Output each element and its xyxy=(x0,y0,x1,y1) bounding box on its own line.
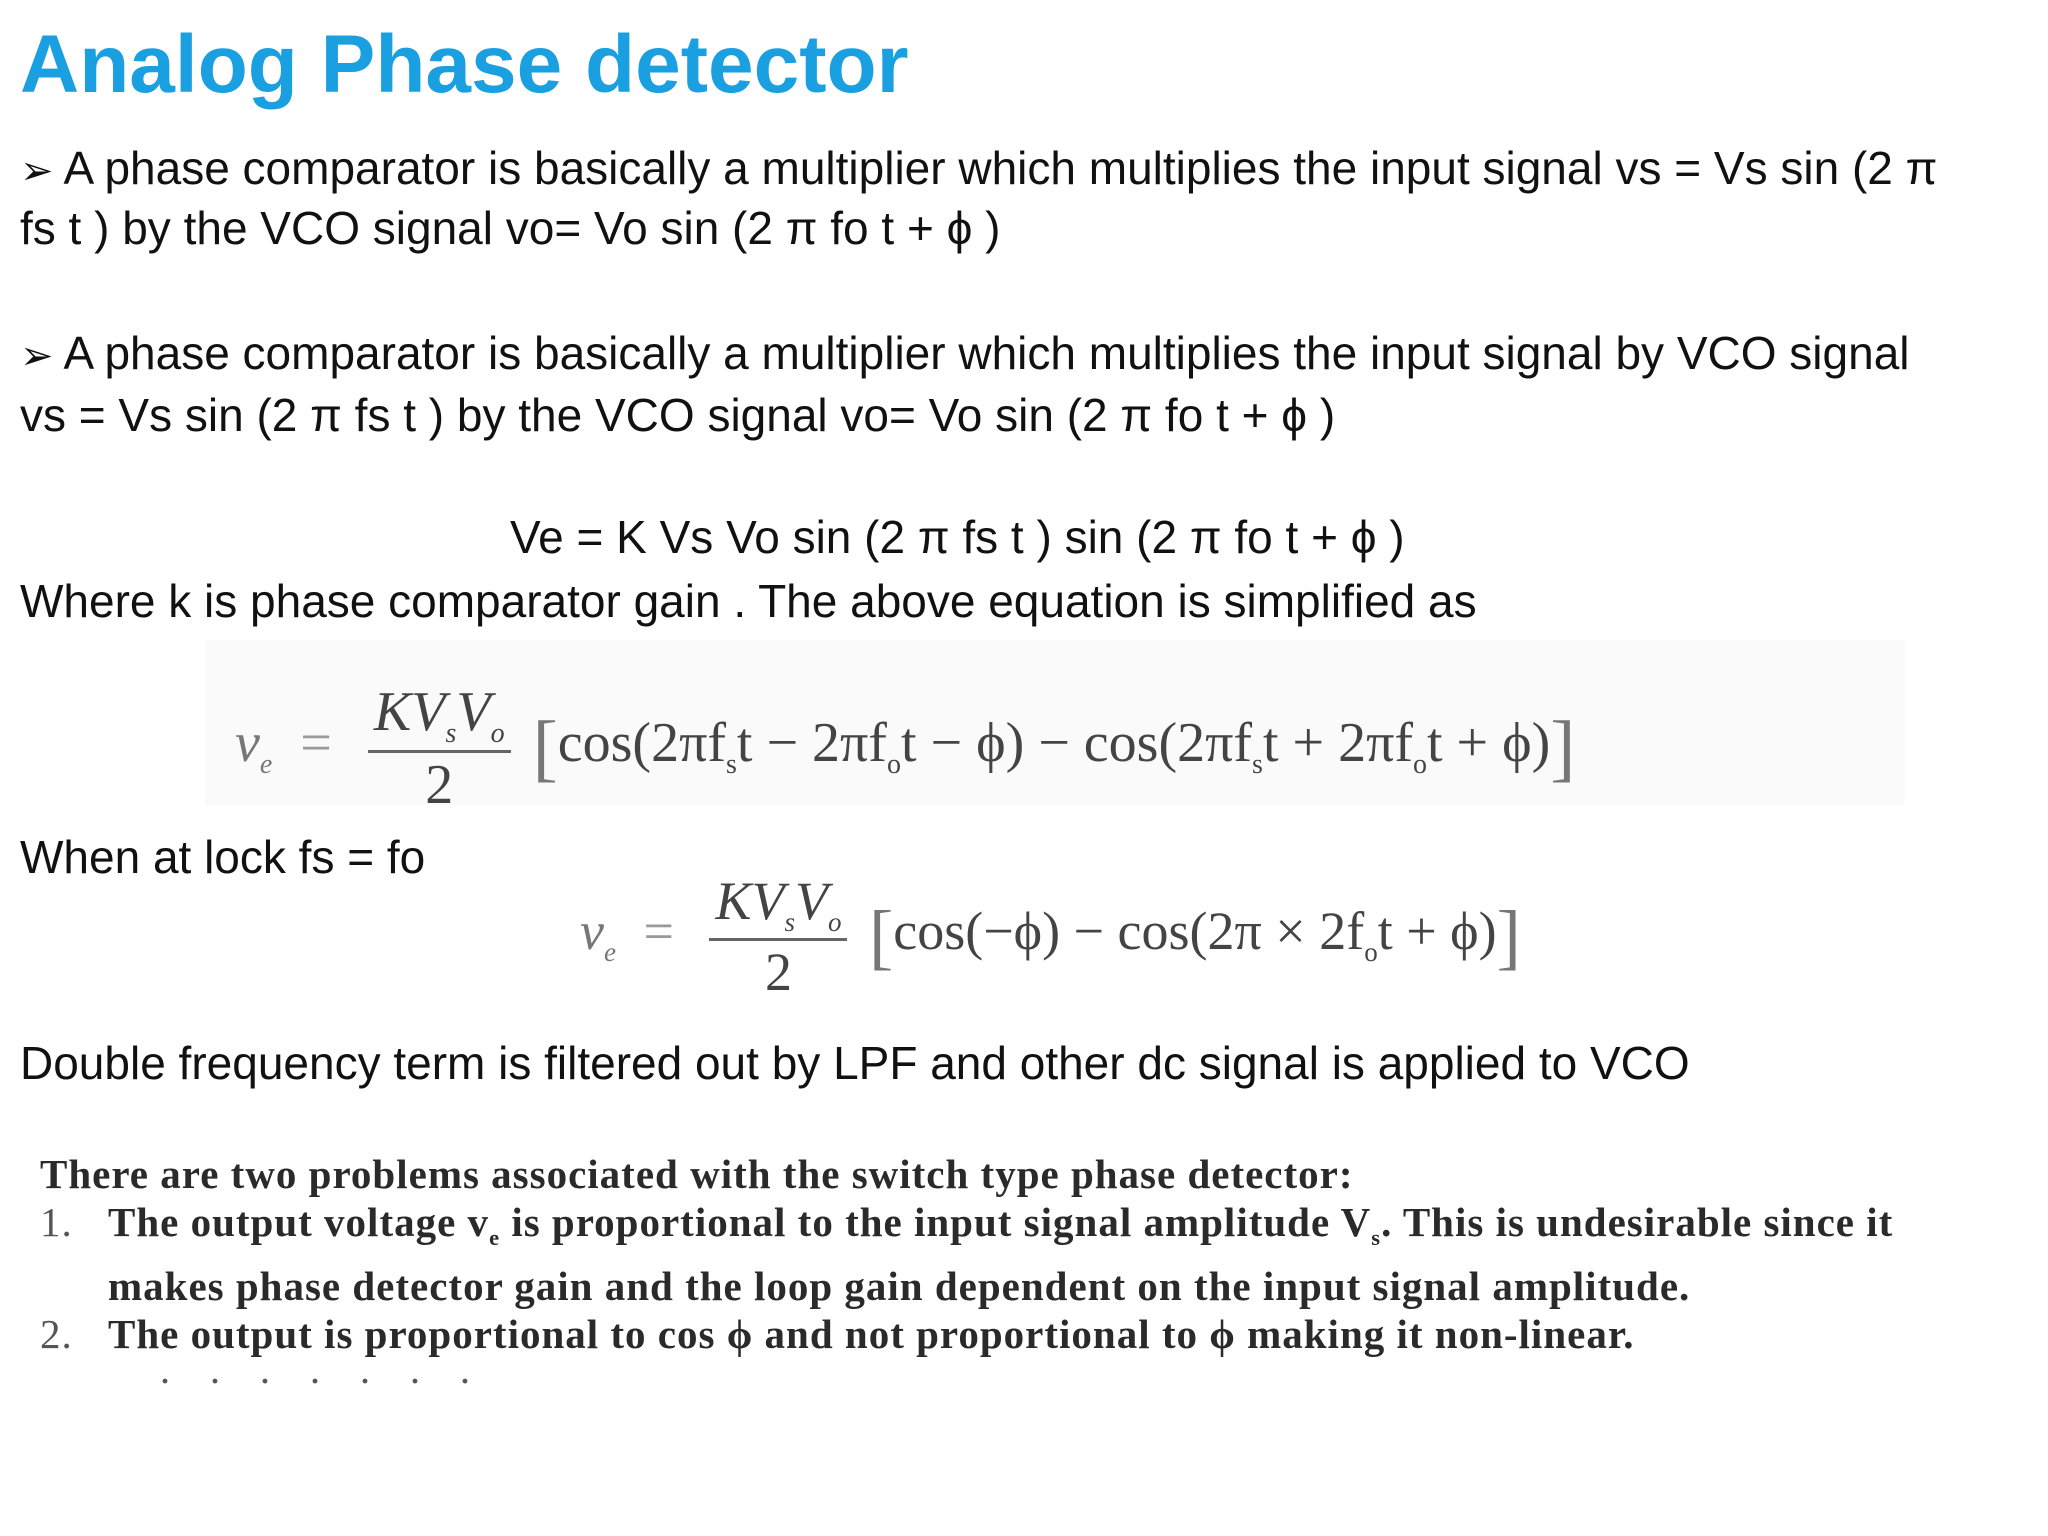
scan-cutoff-dots: ······· xyxy=(160,1365,511,1399)
eq1-equals: = xyxy=(300,712,332,775)
scan-item-2-text: The output is proportional to cos ϕ and not proportional to ϕ making it non-linear. xyxy=(108,1311,1635,1358)
bullet-1-line-2: fs t ) by the VCO signal vo= Vo sin (2 π fo t + ϕ ) xyxy=(20,202,1001,254)
bullet-2-line-1 xyxy=(20,322,1910,387)
eq1-fraction: $\frac{KV_sV_o}{2}$ xyxy=(368,680,511,817)
scan-item-2-number: 2. xyxy=(40,1311,73,1358)
scan-intro: There are two problems associated with the switch type phase detector: xyxy=(40,1151,1354,1197)
eq2-fraction: $\frac{KV_sV_o}{2}$ xyxy=(709,870,847,1003)
scanned-problems-block xyxy=(40,1150,1980,1440)
equation-image-2: $v_e$ = $\frac{KV_sV_o}{2}$ $[\cos(-\phi) - \cos(2\pi \times 2f_ot + \phi)]$ xyxy=(560,845,1680,990)
eq2-body: $\cos(-\phi) - \cos(2\pi \times 2f_ot + \phi)$ xyxy=(893,900,1497,967)
scan-item-2 xyxy=(40,1310,1980,1358)
arrow-bullet-icon: ➢ xyxy=(20,334,54,378)
eq2-lhs: $v_e$ xyxy=(580,900,616,967)
bullet-2-text: A phase comparator is basically a multiplier which multiplies the input signal by VCO signal xyxy=(63,327,1910,379)
main-equation: Ve = K Vs Vo sin (2 π fs t ) sin (2 π fo t + ϕ ) xyxy=(510,511,1405,563)
double-frequency-text: Double frequency term is filtered out by LPF and other dc signal is applied to VCO xyxy=(20,1037,1690,1089)
lock-text: When at lock fs = fo xyxy=(20,831,426,883)
eq1-body: $\cos(2\pi f_st - 2\pi f_ot - \phi) - \cos(2\pi f_st + 2\pi f_ot + \phi)$ xyxy=(557,712,1551,781)
equation-image-1: $v_e$ = $\frac{KV_sV_o}{2}$ $[\cos(2\pi f_st - 2\pi f_ot - \phi) - \cos(2\pi f_st + 2\pi f_ot + \phi)]$ xyxy=(205,640,1905,805)
scan-item-1: 1. The output voltage $v_e$ is proportional to the input signal amplitude $V_s$. This is undesirable since it makes phase detector gain and the loop gain dependent on the input signal amplitude. xyxy=(40,1199,1894,1310)
slide-title: Analog Phase detector xyxy=(20,19,909,110)
bullet-1-line-1 xyxy=(20,137,1937,202)
arrow-bullet-icon: ➢ xyxy=(20,149,54,193)
where-text: Where k is phase comparator gain . The above equation is simplified as xyxy=(20,575,1477,627)
eq2-equals: = xyxy=(643,900,674,961)
scan-item-1-number: 1. xyxy=(40,1199,73,1245)
bullet-2-line-2: vs = Vs sin (2 π fs t ) by the VCO signal vo= Vo sin (2 π fo t + ϕ ) xyxy=(20,389,1336,441)
bullet-1-text: A phase comparator is basically a multiplier which multiplies the input signal vs = Vs sin (2 π xyxy=(63,142,1938,194)
eq1-lhs: $v_e$ xyxy=(235,712,273,781)
